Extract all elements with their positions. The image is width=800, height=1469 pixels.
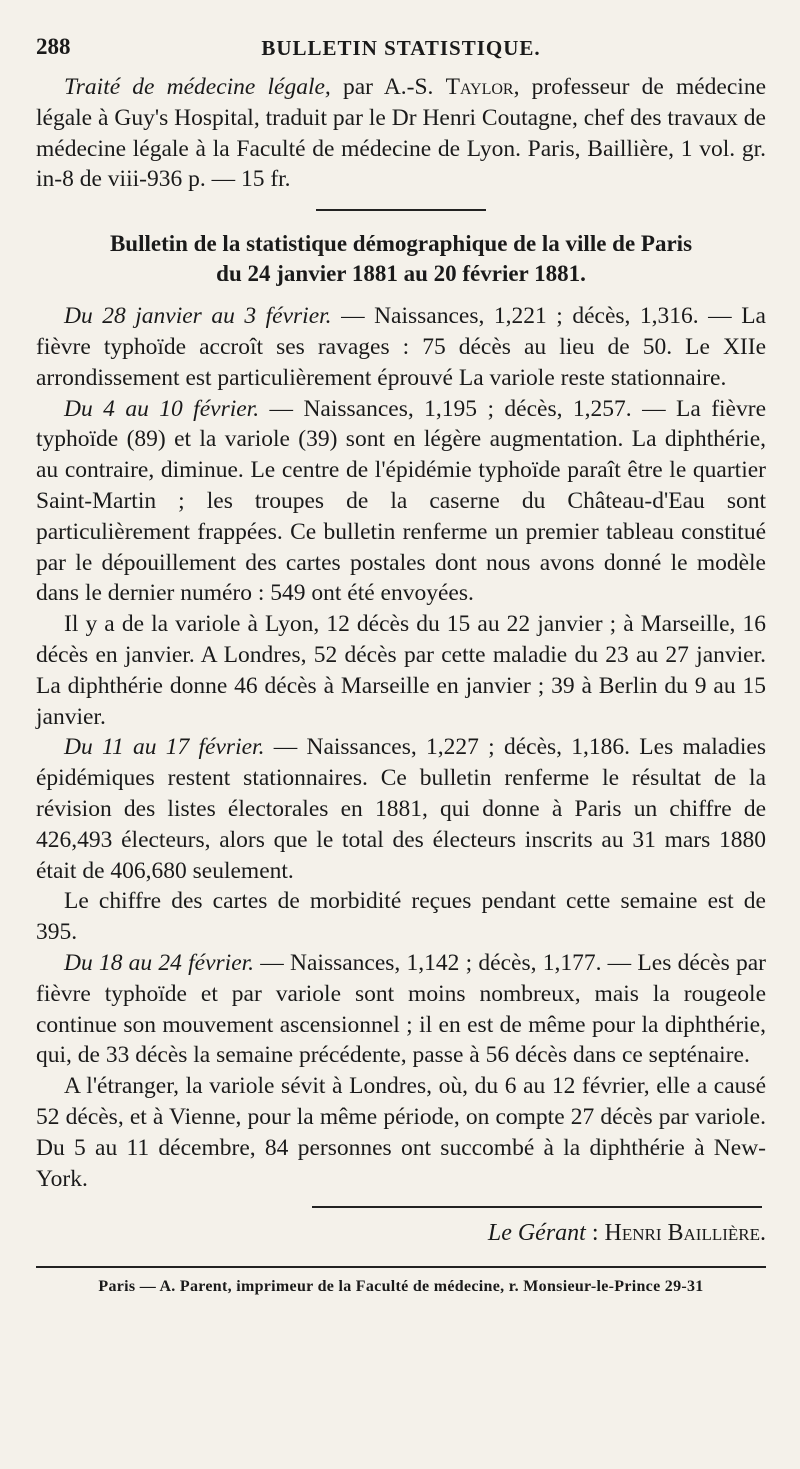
section-title bbox=[36, 229, 766, 289]
imprint-divider bbox=[36, 1266, 766, 1268]
book-entry-text: , professeur de médecine légale à Guy's Hospital, traduit par le Dr Henri Coutagne, chef des travaux de médecine légale à la Faculté de médecine de Lyon. Paris, Baillière, 1 vol. gr. in-8 de viii-936 p. — 15 fr. bbox=[36, 74, 767, 193]
book-title: Traité de médecine légale, bbox=[64, 74, 331, 100]
paragraph-1 bbox=[36, 301, 766, 393]
book-author: Taylor bbox=[445, 74, 514, 100]
signature-label: Le Gérant bbox=[487, 1220, 586, 1247]
signature bbox=[36, 1218, 766, 1248]
book-entry-by: par A.-S. bbox=[330, 74, 446, 100]
imprint: Paris — A. Parent, imprimeur de la Faculté de médecine, r. Monsieur-le-Prince 29-31 bbox=[98, 1278, 704, 1296]
paragraph-3 bbox=[36, 609, 766, 732]
paragraph-lead: Du 11 au 17 février. bbox=[64, 734, 265, 761]
paragraph-2 bbox=[36, 394, 766, 610]
paragraph-6 bbox=[36, 948, 766, 1071]
paragraph-text: — Naissances, 1,227 ; décès, 1,186. Les maladies épidémiques restent stationnaires. Ce bulletin renferme le résultat de la révision des listes électorales en 1881, qui donne à Paris un chiffre de 426,493 électeurs, alors que le total des électeurs inscrits au 31 mars 1880 était de 406,680 seulement. bbox=[36, 734, 767, 884]
section-divider bbox=[316, 209, 486, 211]
signature-separator: : bbox=[585, 1220, 605, 1247]
section-title-line2: du 24 janvier 1881 au 20 février 1881. bbox=[216, 261, 586, 287]
page-header bbox=[36, 28, 766, 72]
page-number: 288 bbox=[36, 34, 71, 59]
paragraph-7 bbox=[36, 1071, 766, 1194]
paragraph-text: — Naissances, 1,195 ; décès, 1,257. — La fièvre typhoïde (89) et la variole (39) sont en légère augmentation. La diphthérie, au contraire, diminue. Le centre de l'épidémie typhoïde paraît être le quartier Saint-Martin ; les troupes de la caserne du Château-d'Eau sont particulièrement frappées. Ce bulletin renferme un premier tableau constitué par le dépouillement des cartes postales dont nous avons donné le modèle dans le dernier numéro : 549 ont été envoyées. bbox=[36, 395, 766, 607]
paragraph-text: — Naissances, 1,142 ; décès, 1,177. — Les décès par fièvre typhoïde et par variole sont moins nombreux, mais la rougeole continue son mouvement ascensionnel ; il en est de même pour la diphthérie, qui, de 33 décès la semaine précédente, passe à 56 décès dans ce septénaire. bbox=[36, 949, 766, 1069]
paragraph-text: Il y a de la variole à Lyon, 12 décès du 15 au 22 janvier ; à Marseille, 16 décès en janvier. A Londres, 52 décès par cette maladie du 23 au 27 janvier. La diphthérie donne 46 décès à Marseille en janvier ; 39 à Berlin du 9 au 15 janvier. bbox=[36, 611, 766, 730]
paragraph-5 bbox=[36, 886, 766, 948]
paragraph-lead: Du 28 janvier au 3 février. bbox=[64, 303, 332, 330]
paragraph-lead: Du 18 au 24 février. bbox=[64, 949, 255, 976]
page bbox=[36, 28, 766, 1296]
book-entry bbox=[36, 72, 766, 195]
signature-divider bbox=[312, 1206, 762, 1208]
section-title-line1: Bulletin de la statistique démographique de la ville de Paris bbox=[109, 231, 693, 257]
paragraph-lead: Du 4 au 10 février. bbox=[64, 395, 260, 422]
paragraph-text: Le chiffre des cartes de morbidité reçues pendant cette semaine est de 395. bbox=[36, 888, 766, 946]
signature-name: Henri Baillière. bbox=[604, 1220, 766, 1247]
paragraph-text: — Naissances, 1,221 ; décès, 1,316. — La fièvre typhoïde accroît ses ravages : 75 décès au lieu de 50. Le XIIe arrondissement est particulièrement éprouvé La variole reste stationnaire. bbox=[36, 303, 766, 391]
paragraph-text: A l'étranger, la variole sévit à Londres, où, du 6 au 12 février, elle a causé 52 décès, et à Vienne, pour la même période, on compte 27 décès par variole. Du 5 au 11 décembre, 84 personnes ont succombé à la diphthérie à New-York. bbox=[36, 1073, 766, 1192]
running-title: BULLETIN STATISTIQUE. bbox=[261, 36, 541, 60]
paragraph-4 bbox=[36, 732, 766, 886]
